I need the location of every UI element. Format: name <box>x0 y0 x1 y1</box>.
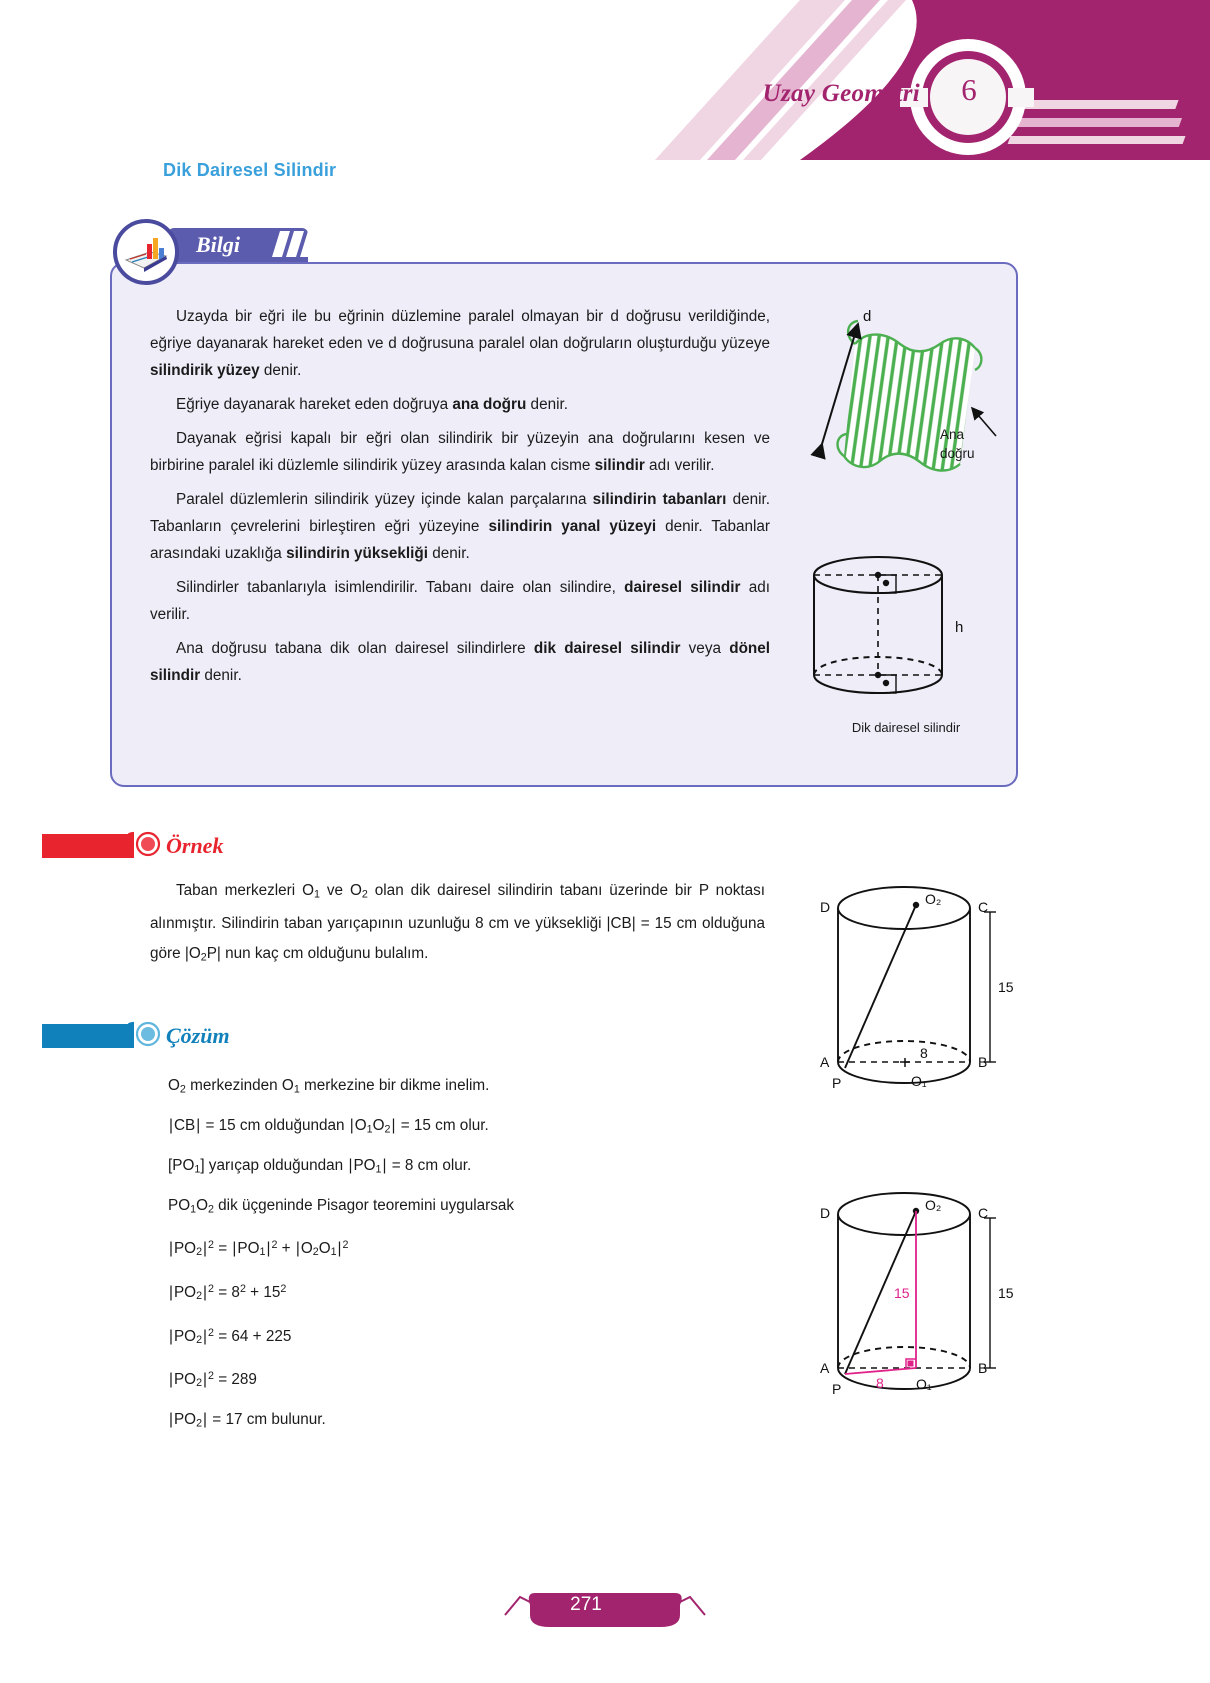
problem-paragraph: Taban merkezleri $O_1$ ve $O_2$ olan dik dairesel silindirin tabanı üzerinde bir P noktası alınmıştır. Silindirin taban yarıçapının uzunluğu 8 cm ve yüksekliği |CB| = 15 cm olduğuna göre $|O_2P|$ nun kaç cm olduğunu bulalım. <box>150 882 766 964</box>
chapter-number: 6 <box>961 72 977 107</box>
bilgi-paragraph: Silindirler tabanlarıyla isimlendirilir. Tabanı daire olan silindire, dairesel silindir adı verilir. <box>150 579 771 623</box>
figure-label-b-vertex: B <box>978 1360 988 1376</box>
header-banner <box>0 0 1210 160</box>
bilgi-paragraph: Ana doğrusu tabana dik olan dairesel silindirlere dik dairesel silindir veya dönel silindir denir. <box>150 640 771 684</box>
bilgi-slashes-decoration <box>272 231 322 262</box>
figure-label-p-vertex: P <box>832 1381 842 1397</box>
ornek-label: Örnek <box>166 833 224 858</box>
ornek-problem-text <box>150 876 765 973</box>
figure-label-a-vertex: A <box>820 1360 830 1376</box>
solution-line: $|PO_2|^2 = |PO_1|^2 + |O_2O_1|^2$ <box>169 1239 349 1259</box>
solution-line: $PO_1O_2$ dik üçgeninde Pisagor teoremini uygularsak <box>168 1196 515 1215</box>
ornek-rings-icon <box>128 831 162 862</box>
cozum-rings-icon <box>128 1021 162 1052</box>
bilgi-paragraph: Uzayda bir eğri ile bu eğrinin düzlemine paralel olmayan bir d doğrusu verildiğinde, eğriye dayanarak hareket eden ve d doğrusuna paralel olan doğruların oluşturduğu yüzeye silindirik yüzey denir. <box>150 308 770 379</box>
solution-line: |CB| = 15 cm olduğundan $|O_1O_2| = 15$ cm olur. <box>169 1116 489 1136</box>
cozum-label: Çözüm <box>166 1023 230 1048</box>
figure-label-a-vertex: A <box>820 1054 830 1070</box>
bilgi-icon <box>113 219 179 285</box>
bilgi-paragraph: Eğriye dayanarak hareket eden doğruya ana doğru denir. <box>176 396 568 413</box>
solution-line: $O_2$ merkezinden $O_1$ merkezine bir dikme inelim. <box>168 1077 490 1096</box>
figure-label-height: 15 <box>998 1285 1014 1301</box>
ornek-cylinder-figure <box>812 872 1022 1112</box>
figure-caption-dik-dairesel-silindir: Dik dairesel silindir <box>851 720 961 735</box>
figure-label-ana-dogru: Ana doğru <box>940 427 975 461</box>
figure-label-height: 15 <box>998 979 1014 995</box>
figure-label-d: d <box>863 308 872 325</box>
figure-label-c-vertex: C <box>978 899 989 915</box>
cozum-cylinder-figure <box>812 1178 1022 1418</box>
solution-line: $[PO_1]$ yarıçap olduğundan $|PO_1| = 8$ cm olur. <box>168 1156 472 1176</box>
bilgi-body-text <box>150 303 770 696</box>
figure-label-d-vertex: D <box>820 899 831 915</box>
cozum-bar <box>42 1024 134 1048</box>
figure-label-p-vertex: P <box>832 1075 842 1091</box>
bilgi-tab-label: Bilgi <box>196 232 241 257</box>
figure-label-h: h <box>955 619 964 636</box>
ornek-marker <box>42 833 223 859</box>
cozum-marker <box>42 1023 230 1049</box>
figure-label-inner-height: 15 <box>894 1285 910 1301</box>
figure-label-c-vertex: C <box>978 1205 989 1221</box>
bilgi-paragraph: Paralel düzlemlerin silindirik yüzey içinde kalan parçalarına silindirin tabanları denir. Tabanların çevrelerini birleştiren eğri yüzeyine silindirin yanal yüzeyi denir. Tabanlar arasındaki uzaklığa silindirin yüksekliği denir. <box>150 491 770 562</box>
bilgi-paragraph: Dayanak eğrisi kapalı bir eğri olan silindirik bir yüzeyin ana doğrularını kesen ve birbirine paralel iki düzlemle silindirik yüzey arasında kalan cisme silindir adı verilir. <box>150 430 770 474</box>
page-title: Dik Dairesel Silindir <box>163 160 337 180</box>
ornek-bar <box>42 834 134 858</box>
figure-label-d-vertex: D <box>820 1205 831 1221</box>
solution-line: $|PO_2|^2 = 8^2 + 15^2$ <box>169 1283 287 1303</box>
solution-line: $|PO_2|^2 = 289$ <box>169 1370 257 1390</box>
right-cylinder-figure <box>800 550 980 720</box>
cylindrical-surface-figure <box>800 296 1010 486</box>
figure-label-b-vertex: B <box>978 1054 988 1070</box>
page-number: 271 <box>570 1594 602 1615</box>
solution-line: $|PO_2|^2 = 64 + 225$ <box>169 1326 292 1346</box>
figure-label-o2: O₂ <box>925 1197 942 1213</box>
figure-label-o1: O₁ <box>911 1073 927 1089</box>
figure-label-o2: O₂ <box>925 891 942 907</box>
figure-label-o1: O₁ <box>916 1376 932 1392</box>
solution-line: $|PO_2| = 17$ cm bulunur. <box>169 1411 326 1430</box>
chapter-title: Uzay Geometri <box>762 80 920 107</box>
figure-label-radius: 8 <box>920 1045 928 1061</box>
cozum-steps <box>168 1068 768 1442</box>
figure-label-radius: 8 <box>876 1375 884 1391</box>
